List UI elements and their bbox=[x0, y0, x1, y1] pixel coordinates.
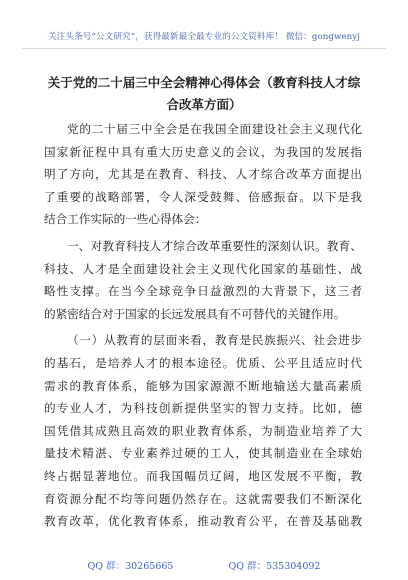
text-line: 的基石，是培养人才的根本途径。优质、公平且适应时代 bbox=[44, 355, 362, 370]
footer-qq-group-1: QQ 群：30265665 bbox=[87, 561, 174, 572]
text-line: 一、对教育科技人才综合改革重要性的深刻认识。教育、 bbox=[67, 238, 362, 253]
text-line: 略性支撑。在当今全球竞争日益激烈的大背景下，这三者 bbox=[44, 284, 362, 299]
footer-contact bbox=[0, 558, 408, 572]
text-line: 科技、人才是全面建设社会主义现代化国家的基础性、战 bbox=[44, 261, 362, 276]
text-line: 党的二十届三中全会是在我国全面建设社会主义现代化 bbox=[67, 122, 362, 136]
paragraph-3 bbox=[44, 329, 362, 532]
text-line: 终占据显著地位。而我国幅员辽阔，地区发展不平衡，教 bbox=[44, 468, 362, 483]
text-line: 明了方向，尤其是在教育、科技、人才综合改革方面提出 bbox=[44, 167, 362, 182]
paragraph-1 bbox=[44, 118, 362, 231]
text-line: （一）从教育的层面来看，教育是民族振兴、社会进步 bbox=[67, 333, 362, 348]
text-line: 结合工作实际的一些心得体会： bbox=[44, 212, 207, 227]
footer-qq-group-2: QQ 群：535304092 bbox=[228, 561, 321, 572]
text-line: 国家新征程中具有重大历史意义的会议，为我国的发展指 bbox=[44, 144, 362, 159]
header-divider bbox=[22, 48, 386, 49]
header-promo-note: 关注头条号“公文研究”，获得最新最全最专业的公文资料库！ 微信：gongwenyj bbox=[47, 32, 361, 42]
text-line: 需求的教育体系，能够为国家源源不断地输送大量高素质 bbox=[44, 378, 362, 393]
paragraph-2 bbox=[44, 235, 362, 325]
text-line: 量技术精湛、专业素养过硬的工人，使其制造业在全球始 bbox=[44, 446, 362, 461]
text-line: 教育改革，优化教育体系，推动教育公平，在普及基础教 bbox=[44, 514, 362, 529]
document-body bbox=[44, 118, 362, 533]
text-line: 了重要的战略部署，令人深受鼓舞、倍感振奋。以下是我 bbox=[44, 189, 362, 204]
text-line: 国凭借其成熟且高效的职业教育体系，为制造业培养了大 bbox=[44, 423, 362, 438]
title-line-2: 合改革方面） bbox=[166, 97, 242, 112]
text-line: 的专业人才，为科技创新提供坚实的智力支持。比如，德 bbox=[44, 401, 362, 416]
document-title bbox=[36, 72, 372, 116]
title-line-1: 关于党的二十届三中全会精神心得体会（教育科技人才综 bbox=[47, 75, 361, 90]
text-line: 的紧密结合对于国家的长远发展具有不可替代的关键作用。 bbox=[44, 306, 346, 321]
text-line: 育资源分配不均等问题仍然存在。这就需要我们不断深化 bbox=[44, 491, 362, 506]
